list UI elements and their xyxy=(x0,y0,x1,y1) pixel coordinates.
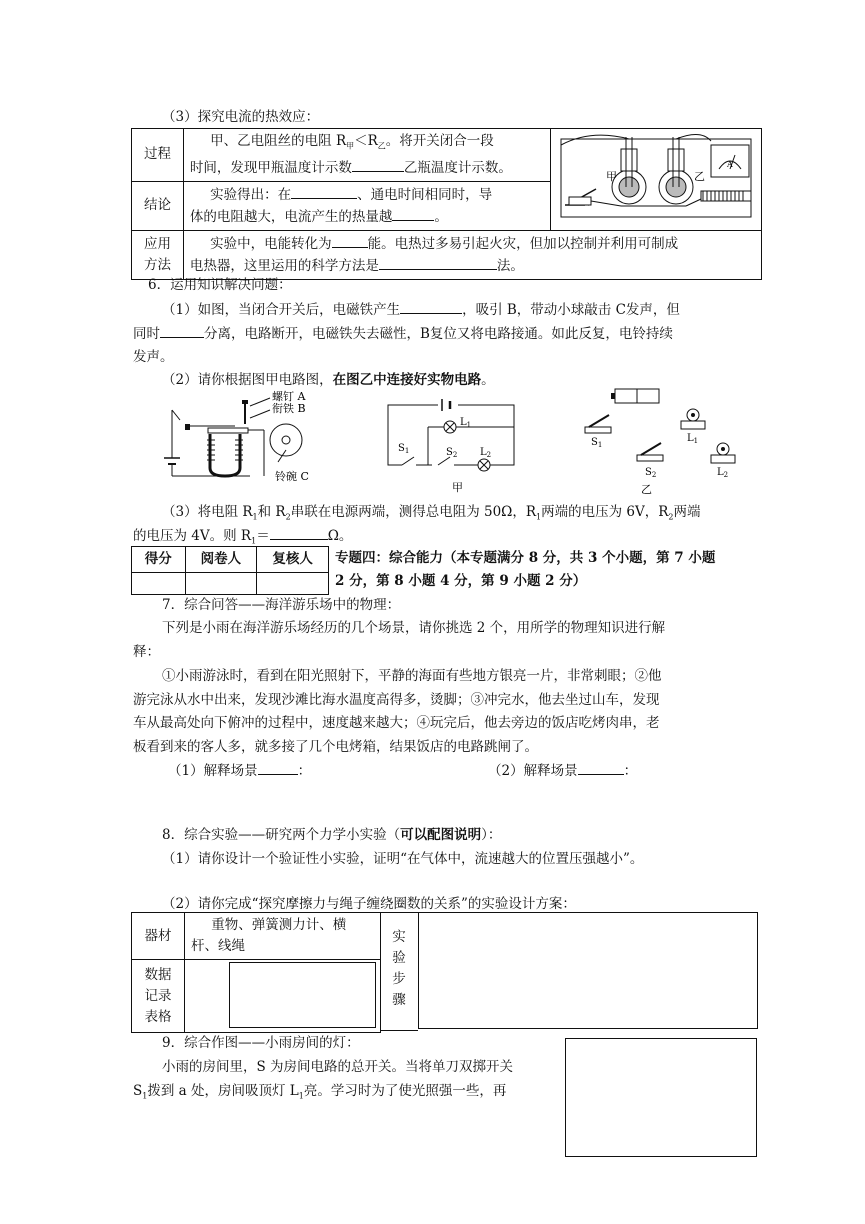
topic4-line2: 2 分，第 8 小题 4 分，第 9 小题 2 分） xyxy=(335,573,587,589)
q7-title: 7．综合问答——海洋游乐场中的物理： xyxy=(162,597,401,613)
q6-blank-3[interactable] xyxy=(270,525,328,540)
heat-apparatus-diagram xyxy=(551,131,760,221)
q6-p2: （2）请你根据图甲电路图，在图乙中连接好实物电路。 xyxy=(162,372,495,388)
label-bell-c: 铃碗 C xyxy=(275,470,309,483)
label-s2-jia: $S_2$ xyxy=(446,447,458,459)
q6-p3-line2: 的电压为 4V。则 $R_1= \Omega$。 xyxy=(133,525,352,552)
caption-jia: 甲 xyxy=(452,481,463,494)
label-yi: 乙 xyxy=(693,169,705,183)
q8-title: 8．综合实验——研究两个力学小实验（可以配图说明）： xyxy=(162,827,502,843)
q9-drawing-box[interactable] xyxy=(565,1038,757,1157)
steps-label: 实 验 步 骤 xyxy=(380,912,418,1031)
component-diagram-yi xyxy=(575,385,745,495)
row-label-application: 应用 方法 xyxy=(132,230,184,279)
row-text-application: 实验中，电能转化为 能。电热过多易引起火灾，但加以控制并利用可制成 电热器，这里运用的科学方法是 法。 xyxy=(183,230,761,279)
q7-line1: 下列是小雨在海洋游乐场经历的几个场景，请你挑选 2 个，用所学的物理知识进行解 xyxy=(162,620,666,636)
data-table-cell xyxy=(185,960,381,1033)
blank-application-1[interactable] xyxy=(332,233,368,248)
label-jia: 甲 xyxy=(605,169,617,183)
q6-p3-line1: （3）将电阻 $R_1$和 $R_2$串联在电源两端，测得总电阻为 50Ω，$R_1$两端的电压为 6V，$R_2$两端 xyxy=(162,504,701,522)
heat-effect-table xyxy=(131,128,762,280)
label-s2-yi: $S_2$ xyxy=(645,467,657,479)
experiment-design-table xyxy=(131,912,381,1033)
q7-scene-blank-2[interactable] xyxy=(578,760,624,775)
label-l2-yi: $L_2$ xyxy=(717,467,729,479)
label-armature-b: 衔铁 B xyxy=(272,402,306,415)
blank-conclusion-2[interactable] xyxy=(392,206,434,221)
q9-title: 9．综合作图——小雨房间的灯： xyxy=(162,1035,360,1051)
score-table xyxy=(131,546,329,595)
reviewer-header: 复核人 xyxy=(257,547,329,573)
equipment-label: 器材 xyxy=(132,913,185,960)
circuit-diagram-jia xyxy=(380,395,530,495)
q6-p1-line1: （1）如图，当闭合开关后，电磁铁产生 ，吸引 B，带动小球敲击 C发声，但 xyxy=(162,299,680,320)
q9-line1: 小雨的房间里，S 为房间电路的总开关。当将单刀双掷开关 xyxy=(162,1059,514,1075)
label-s1-yi: $S_1$ xyxy=(591,437,603,449)
row-text-process: 甲、乙电阻丝的电阻 $R_甲<R_乙$。将开关闭合一段 时间，发现甲瓶温度计示数 乙瓶温度计示数。 xyxy=(183,129,550,182)
steps-answer-box[interactable] xyxy=(418,912,758,1029)
q8-p2: （2）请你完成“探究摩擦力与绳子缠绕圈数的关系”的实验设计方案： xyxy=(162,896,576,912)
score-cell[interactable] xyxy=(132,573,186,595)
equipment-value: 重物、弹簧测力计、横 杆、线绳 xyxy=(185,913,381,960)
row-label-process: 过程 xyxy=(132,129,184,182)
q9-line2: $S_1$拨到 a 处，房间吸顶灯 $L_1$亮。学习时为了使光照强一些，再 xyxy=(133,1083,507,1101)
label-l1-yi: $L_1$ xyxy=(687,433,699,445)
heat-experiment-figure xyxy=(550,129,761,231)
q6-p1-line3: 发声。 xyxy=(133,349,174,365)
label-screw-a: 螺钉 A xyxy=(272,390,306,403)
q6-blank-2[interactable] xyxy=(160,323,204,338)
blank-process[interactable] xyxy=(352,157,404,172)
topic4-line1: 专题四：综合能力（本专题满分 8 分，共 3 个小题，第 7 小题 xyxy=(335,550,716,566)
q8-p1: （1）请你设计一个验证性小实验，证明“在气体中，流速越大的位置压强越小”。 xyxy=(162,851,644,867)
caption-yi: 乙 xyxy=(641,483,652,495)
q7-line4: 游完泳从水中出来，发现沙滩比海水温度高得多，烫脚；③冲完水，他去坐过山车，发现 xyxy=(133,692,660,708)
q7-scene-blank-1[interactable] xyxy=(258,760,298,775)
label-l1-jia: $L_1$ xyxy=(460,417,472,429)
q7-line2: 释： xyxy=(133,644,160,660)
q7-line6: 板看到来的客人多，就多接了几个电烤箱，结果饭店的电路跳闸了。 xyxy=(133,739,538,755)
label-s1-jia: $S_1$ xyxy=(398,443,410,455)
q6-title: 6．运用知识解决问题： xyxy=(148,277,292,293)
q6-p1-line2: 同时 分离，电路断开，电磁铁失去磁性，B复位又将电路接通。如此反复，电铃持续 xyxy=(133,323,673,344)
score-header: 得分 xyxy=(132,547,186,573)
meter-label: A xyxy=(726,159,733,169)
label-l2-jia: $L_2$ xyxy=(480,447,492,459)
electric-bell-figure xyxy=(150,390,330,490)
data-table-answer-box[interactable] xyxy=(229,962,376,1028)
q7-line5: 车从最高处向下俯冲的过程中，速度越来越大；④玩完后，他去旁边的饭店吃烤肉串，老 xyxy=(133,715,660,731)
q7-line3: ①小雨游泳时，看到在阳光照射下，平静的海面有些地方银亮一片，非常刺眼；②他 xyxy=(162,668,662,684)
data-table-label: 数据 记录 表格 xyxy=(132,960,185,1033)
row-text-conclusion: 实验得出：在 、通电时间相同时，导 体的电阻越大，电流产生的热量越 。 xyxy=(183,181,550,230)
s3-title: （3）探究电流的热效应： xyxy=(162,109,320,125)
q7-answer-2: （2）解释场景 ： xyxy=(488,760,637,781)
blank-application-2[interactable] xyxy=(379,255,497,270)
blank-conclusion-1[interactable] xyxy=(291,184,357,199)
reviewer-cell[interactable] xyxy=(257,573,329,595)
grader-cell[interactable] xyxy=(185,573,257,595)
row-label-conclusion: 结论 xyxy=(132,181,184,230)
q6-blank-1[interactable] xyxy=(400,299,462,314)
grader-header: 阅卷人 xyxy=(185,547,257,573)
q7-answer-1: （1）解释场景 ： xyxy=(168,760,311,781)
